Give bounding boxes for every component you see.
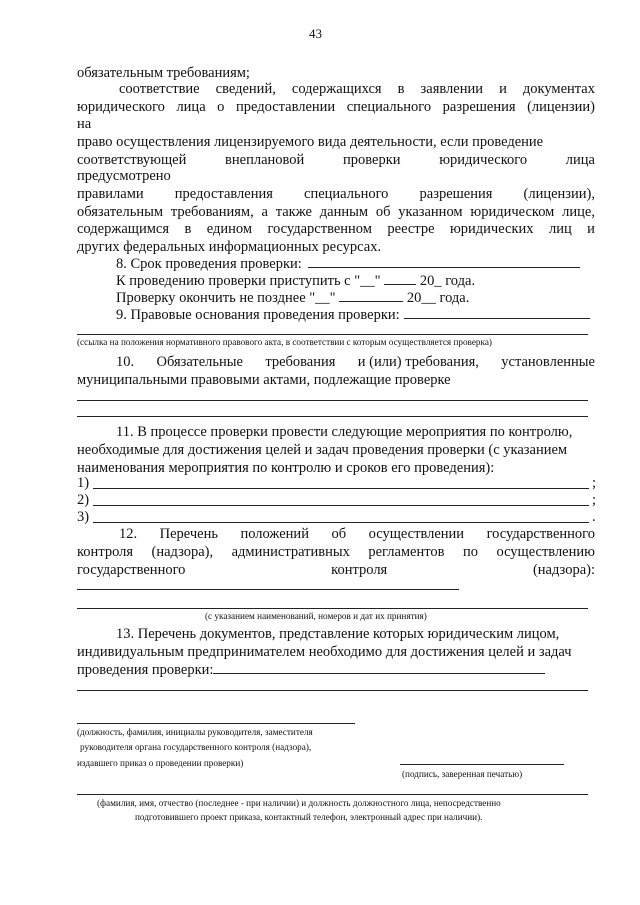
word: требования — [265, 354, 336, 370]
word: юридического — [77, 99, 165, 115]
word: правилами — [77, 186, 144, 202]
word: Перечень — [159, 526, 218, 542]
text-line — [77, 185, 595, 203]
word: государственном — [267, 221, 372, 237]
word: (лицензии), — [523, 186, 595, 202]
word: контроля — [331, 562, 388, 578]
word: регламентов — [368, 544, 445, 560]
word: разрешения — [442, 99, 516, 115]
word: и — [499, 81, 507, 97]
word: в — [397, 81, 405, 97]
word: (надзора): — [532, 562, 595, 578]
word: юридических — [449, 221, 534, 237]
s9-label: 9. Правовые основания проведения проверки: — [116, 306, 590, 324]
word: лица — [176, 99, 206, 115]
signatory-caption: (должность, фамилия, инициалы руководителя, заместителя — [77, 727, 313, 737]
s8-label: 8. Срок проведения проверки: — [116, 255, 580, 273]
word: документах — [522, 81, 595, 97]
word: (надзора), — [151, 544, 214, 560]
preparer-line[interactable] — [77, 794, 588, 795]
s10-line[interactable] — [77, 400, 588, 401]
word: предоставления — [174, 186, 273, 202]
text-line: 13. Перечень документов, представление которых юридическим лицом, — [116, 626, 560, 642]
s11-item-end: ; — [592, 492, 597, 508]
word: также — [275, 204, 312, 220]
word: содержащихся — [291, 81, 382, 97]
word: 12. — [119, 526, 138, 542]
s9-line[interactable] — [77, 334, 588, 335]
word: лиц — [548, 221, 572, 237]
word: (лицензии) — [527, 99, 595, 115]
s11-item-number: 1) — [77, 475, 90, 491]
s11-item-end: . — [592, 509, 596, 525]
s8-end: Проверку окончить не позднее "__" 20__ года. — [116, 290, 470, 306]
s11-item-field[interactable] — [93, 522, 589, 523]
word: сведений, — [215, 81, 276, 97]
text-line — [119, 80, 595, 98]
word: специального — [346, 99, 432, 115]
word: предоставлении — [235, 99, 336, 115]
word: об — [331, 526, 347, 542]
text-line: на — [77, 116, 92, 132]
text-line — [116, 353, 595, 371]
text-line — [77, 98, 595, 116]
word: обязательным — [77, 204, 164, 220]
word: административных — [231, 544, 350, 560]
s8-end-month-field[interactable] — [339, 289, 403, 302]
s8-start: К проведению проверки приступить с "__" 20_ года. — [116, 273, 476, 289]
word: Обязательные — [156, 354, 243, 370]
preparer-caption: (фамилия, имя, отчество (последнее - при наличии) и должность должностного лица, непосредственно — [97, 798, 501, 808]
s11-item-field[interactable] — [93, 505, 589, 506]
word: проверки — [342, 152, 401, 168]
text-line: предусмотрено — [77, 168, 171, 184]
word: юридического — [439, 152, 528, 168]
page-number: 43 — [309, 26, 322, 41]
s12-line[interactable] — [77, 589, 459, 590]
word: и (или) требования, — [357, 354, 479, 370]
text-line — [119, 525, 595, 543]
s10-line[interactable] — [77, 416, 588, 417]
s11-item-field[interactable] — [93, 488, 589, 489]
word: в — [184, 221, 192, 237]
word: едином — [206, 221, 253, 237]
word: государственного — [77, 562, 186, 578]
s13-documents-field[interactable] — [213, 661, 545, 674]
preparer-caption: подготовившего проект приказа, контактный телефон, электронный адрес при наличии). — [135, 812, 483, 822]
signatory-caption: руководителя органа государственного контроля (надзора), — [80, 742, 312, 752]
text-line — [77, 543, 595, 561]
signatory-line[interactable] — [77, 723, 355, 724]
word: установленные — [501, 354, 595, 370]
s12-line[interactable] — [77, 608, 588, 609]
word: лица — [565, 152, 595, 168]
word: реестре — [387, 221, 435, 237]
text-line: индивидуальным предпринимателем необходимо для достижения целей и задач — [77, 644, 572, 660]
s11-item-number: 3) — [77, 509, 90, 525]
s9-caption: (ссылка на положения нормативного правового акта, в соответствии с которым осуществляется проверка) — [77, 337, 492, 347]
word: 10. — [116, 354, 135, 370]
word: и — [587, 221, 595, 237]
s11-item-number: 2) — [77, 492, 90, 508]
text-line: муниципальными правовыми актами, подлежащие проверке — [77, 372, 451, 388]
text-line: других федеральных информационных ресурсах. — [77, 239, 382, 255]
text-line: обязательным требованиям; — [77, 65, 250, 81]
signature-line[interactable] — [400, 764, 564, 765]
word: содержащимся — [77, 221, 169, 237]
word: соответствующей — [77, 152, 187, 168]
text-line: необходимые для достижения целей и задач проведения проверки (с указанием — [77, 442, 568, 458]
word: специального — [304, 186, 389, 202]
text-line — [77, 220, 595, 238]
signature-caption: (подпись, заверенная печатью) — [402, 769, 523, 779]
s8-term-field[interactable] — [308, 255, 580, 268]
word: заявлении — [420, 81, 483, 97]
word: а — [261, 204, 268, 220]
text-line: наименования мероприятия по контролю и сроков его проведения): — [77, 460, 495, 476]
word: разрешения — [419, 186, 493, 202]
word: о — [217, 99, 225, 115]
text-line: 11. В процессе проверки провести следующие мероприятия по контролю, — [116, 424, 573, 440]
word: положений — [240, 526, 309, 542]
signatory-caption: издавшего приказ о проведении проверки) — [77, 758, 244, 768]
word: указанном — [398, 204, 463, 220]
word: данным — [319, 204, 369, 220]
text-line — [77, 561, 595, 579]
s9-grounds-field[interactable] — [404, 306, 590, 319]
word: осуществлении — [368, 526, 465, 542]
s11-item-end: ; — [592, 475, 597, 491]
word: государственного — [486, 526, 595, 542]
word: об — [375, 204, 391, 220]
word: лице, — [562, 204, 595, 220]
text-line: право осуществления лицензируемого вида деятельности, если проведение — [77, 134, 544, 150]
word: требованиям, — [170, 204, 254, 220]
s13-line[interactable] — [77, 690, 588, 691]
text-line — [77, 203, 595, 221]
word: юридическом — [470, 204, 555, 220]
s12-caption: (с указанием наименований, номеров и дат их принятия) — [205, 611, 427, 621]
word: по — [462, 544, 478, 560]
s13-l3: проведения проверки: — [77, 661, 545, 679]
word: соответствие — [119, 81, 200, 97]
word: внеплановой — [225, 152, 305, 168]
word: осуществлению — [496, 544, 595, 560]
s8-start-month-field[interactable] — [384, 272, 416, 285]
word: контроля — [77, 544, 134, 560]
